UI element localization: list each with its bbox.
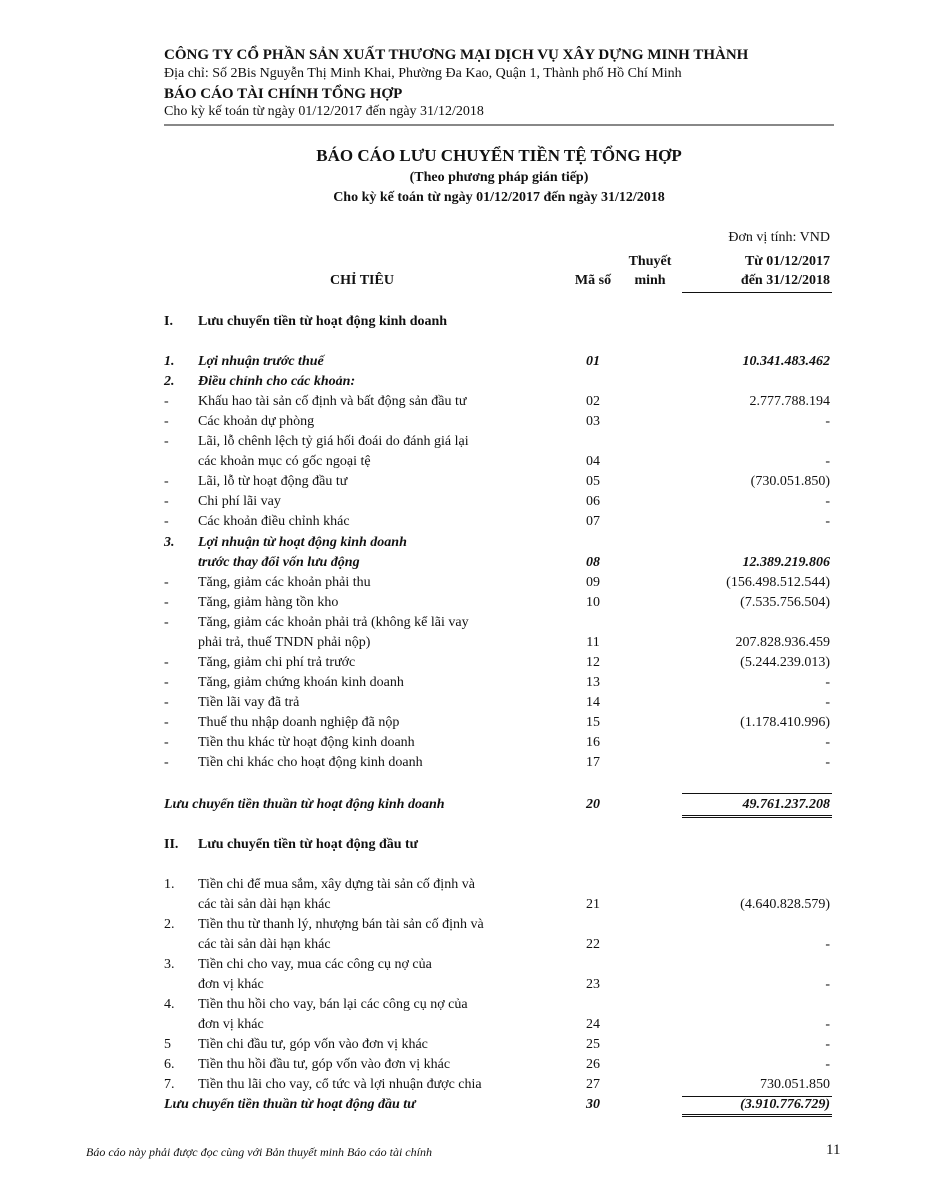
row-label: đơn vị khác bbox=[198, 977, 264, 992]
row-label: Tăng, giảm chi phí trả trước bbox=[198, 655, 356, 670]
row-label: Lưu chuyển tiền thuần từ hoạt động đầu tư bbox=[164, 1097, 416, 1112]
row-amount: - bbox=[825, 414, 830, 429]
column-header-note-line1: Thuyết bbox=[628, 254, 672, 269]
table-row bbox=[164, 593, 834, 613]
row-bullet: 2. bbox=[164, 374, 175, 389]
row-label: Tiền chi cho vay, mua các công cụ nợ của bbox=[198, 957, 432, 972]
table-row bbox=[164, 955, 834, 975]
row-label: phải trả, thuế TNDN phải nộp) bbox=[198, 635, 371, 650]
currency-unit: Đơn vị tính: VND bbox=[728, 230, 830, 245]
row-label: Các khoản dự phòng bbox=[198, 414, 315, 429]
table-row bbox=[164, 975, 834, 995]
row-label: Lãi, lỗ từ hoạt động đầu tư bbox=[198, 474, 348, 489]
row-label: Thuế thu nhập doanh nghiệp đã nộp bbox=[198, 715, 400, 730]
row-label: Lợi nhuận trước thuế bbox=[198, 354, 324, 369]
table-row bbox=[164, 512, 834, 532]
table-row bbox=[164, 472, 834, 492]
row-label: Tăng, giảm các khoản phải thu bbox=[198, 575, 371, 590]
table-row bbox=[164, 573, 834, 593]
table-row bbox=[164, 1095, 834, 1115]
row-code: 01 bbox=[586, 354, 600, 369]
table-row bbox=[164, 753, 834, 773]
row-amount: 10.341.483.462 bbox=[742, 354, 830, 369]
row-bullet: - bbox=[164, 394, 169, 409]
row-label: Tăng, giảm hàng tồn kho bbox=[198, 595, 339, 610]
table-row bbox=[164, 935, 834, 955]
row-bullet: 2. bbox=[164, 917, 175, 932]
row-code: 20 bbox=[586, 797, 600, 812]
page-number: 11 bbox=[826, 1142, 841, 1158]
table-row bbox=[164, 673, 834, 693]
row-code: 02 bbox=[586, 394, 600, 409]
row-bullet: - bbox=[164, 575, 169, 590]
total-double-underline bbox=[682, 815, 832, 818]
table-row bbox=[164, 1015, 834, 1035]
row-amount: - bbox=[825, 1037, 830, 1052]
row-code: 25 bbox=[586, 1037, 600, 1052]
row-amount: 12.389.219.806 bbox=[742, 555, 830, 570]
row-bullet: - bbox=[164, 595, 169, 610]
row-bullet: - bbox=[164, 434, 169, 449]
row-code: 07 bbox=[586, 514, 600, 529]
row-bullet: - bbox=[164, 414, 169, 429]
row-label: Điều chỉnh cho các khoản: bbox=[198, 374, 356, 389]
table-row bbox=[164, 693, 834, 713]
row-label: Tiền lãi vay đã trả bbox=[198, 695, 300, 710]
header-divider bbox=[164, 124, 834, 126]
row-bullet: 6. bbox=[164, 1057, 175, 1072]
row-code: 05 bbox=[586, 474, 600, 489]
row-bullet: - bbox=[164, 715, 169, 730]
table-row bbox=[164, 372, 834, 392]
statement-method: (Theo phương pháp gián tiếp) bbox=[409, 170, 589, 185]
row-amount: (1.178.410.996) bbox=[740, 715, 830, 730]
row-amount: (7.535.756.504) bbox=[740, 595, 830, 610]
row-label: Tăng, giảm các khoản phải trả (không kể lãi vay bbox=[198, 615, 469, 630]
table-row bbox=[164, 412, 834, 432]
table-row bbox=[164, 613, 834, 633]
row-bullet: 7. bbox=[164, 1077, 175, 1092]
row-code: 23 bbox=[586, 977, 600, 992]
row-bullet: 3. bbox=[164, 535, 175, 550]
row-amount: (730.051.850) bbox=[750, 474, 830, 489]
row-code: 21 bbox=[586, 897, 600, 912]
row-code: 09 bbox=[586, 575, 600, 590]
row-amount: - bbox=[825, 755, 830, 770]
row-amount: (156.498.512.544) bbox=[726, 575, 830, 590]
column-header-period-line2: đến 31/12/2018 bbox=[740, 273, 830, 288]
row-amount: - bbox=[825, 735, 830, 750]
statement-title: BÁO CÁO LƯU CHUYỂN TIỀN TỆ TỔNG HỢP bbox=[316, 146, 682, 165]
row-label: Các khoản điều chỉnh khác bbox=[198, 514, 350, 529]
row-bullet: II. bbox=[164, 837, 179, 852]
column-header-underline bbox=[682, 292, 832, 293]
table-row bbox=[164, 352, 834, 372]
row-label: Tiền thu lãi cho vay, cổ tức và lợi nhuận được chia bbox=[198, 1077, 482, 1092]
row-label: Tiền thu hồi đầu tư, góp vốn vào đơn vị khác bbox=[198, 1057, 451, 1072]
row-label: trước thay đổi vốn lưu động bbox=[198, 555, 360, 570]
row-label: Lưu chuyển tiền từ hoạt động đầu tư bbox=[198, 837, 419, 852]
total-overline bbox=[682, 1096, 832, 1097]
table-row bbox=[164, 653, 834, 673]
row-code: 03 bbox=[586, 414, 600, 429]
row-code: 06 bbox=[586, 494, 600, 509]
company-address: Địa chỉ: Số 2Bis Nguyễn Thị Minh Khai, Phường Đa Kao, Quận 1, Thành phố Hồ Chí Minh bbox=[164, 66, 682, 81]
row-label: Tiền chi đầu tư, góp vốn vào đơn vị khác bbox=[198, 1037, 428, 1052]
row-code: 24 bbox=[586, 1017, 600, 1032]
row-bullet: 1. bbox=[164, 877, 175, 892]
row-label: Lãi, lỗ chênh lệch tỷ giá hối đoái do đánh giá lại bbox=[198, 434, 469, 449]
row-amount: - bbox=[825, 937, 830, 952]
row-bullet: 3. bbox=[164, 957, 175, 972]
row-label: Tăng, giảm chứng khoán kinh doanh bbox=[198, 675, 404, 690]
row-label: Chi phí lãi vay bbox=[198, 494, 281, 509]
table-row bbox=[164, 1075, 834, 1095]
statement-period: Cho kỳ kế toán từ ngày 01/12/2017 đến ngày 31/12/2018 bbox=[333, 190, 665, 205]
table-row bbox=[164, 432, 834, 452]
row-bullet: - bbox=[164, 695, 169, 710]
row-amount: - bbox=[825, 977, 830, 992]
column-header-item: CHỈ TIÊU bbox=[330, 273, 394, 288]
row-label: đơn vị khác bbox=[198, 1017, 264, 1032]
row-amount: 2.777.788.194 bbox=[749, 394, 830, 409]
row-amount: - bbox=[825, 675, 830, 690]
row-bullet: 5 bbox=[164, 1037, 171, 1052]
row-code: 30 bbox=[586, 1097, 600, 1112]
table-row bbox=[164, 633, 834, 653]
row-amount: (3.910.776.729) bbox=[740, 1097, 830, 1112]
row-amount: - bbox=[825, 454, 830, 469]
row-code: 08 bbox=[586, 555, 600, 570]
row-code: 22 bbox=[586, 937, 600, 952]
row-label: Tiền chi để mua sắm, xây dựng tài sản cố định và bbox=[198, 877, 475, 892]
table-row bbox=[164, 915, 834, 935]
row-code: 14 bbox=[586, 695, 600, 710]
row-amount: - bbox=[825, 1017, 830, 1032]
column-header-code: Mã số bbox=[574, 273, 612, 288]
row-label: Khấu hao tài sản cố định và bất động sản đầu tư bbox=[198, 394, 467, 409]
row-amount: 49.761.237.208 bbox=[742, 797, 830, 812]
table-row bbox=[164, 452, 834, 472]
row-bullet: I. bbox=[164, 314, 173, 329]
table-row bbox=[164, 533, 834, 553]
row-label: các khoản mục có gốc ngoại tệ bbox=[198, 454, 371, 469]
table-row bbox=[164, 1055, 834, 1075]
footer-note: Báo cáo này phải được đọc cùng với Bản thuyết minh Báo cáo tài chính bbox=[86, 1145, 432, 1159]
row-label: Lợi nhuận từ hoạt động kinh doanh bbox=[198, 535, 407, 550]
table-row bbox=[164, 795, 834, 815]
row-label: Tiền thu khác từ hoạt động kinh doanh bbox=[198, 735, 415, 750]
row-amount: 730.051.850 bbox=[760, 1077, 830, 1092]
row-bullet: 1. bbox=[164, 354, 175, 369]
report-type: BÁO CÁO TÀI CHÍNH TỔNG HỢP bbox=[164, 86, 403, 102]
row-bullet: - bbox=[164, 655, 169, 670]
company-name: CÔNG TY CỔ PHẦN SẢN XUẤT THƯƠNG MẠI DỊCH VỤ XÂY DỰNG MINH THÀNH bbox=[164, 47, 749, 63]
row-amount: 207.828.936.459 bbox=[735, 635, 830, 650]
row-bullet: 4. bbox=[164, 997, 175, 1012]
row-amount: (5.244.239.013) bbox=[740, 655, 830, 670]
column-header-period-line1: Từ 01/12/2017 bbox=[744, 254, 830, 269]
row-code: 15 bbox=[586, 715, 600, 730]
table-row bbox=[164, 835, 834, 855]
row-amount: (4.640.828.579) bbox=[740, 897, 830, 912]
row-code: 10 bbox=[586, 595, 600, 610]
row-label: Tiền thu hồi cho vay, bán lại các công cụ nợ của bbox=[198, 997, 468, 1012]
row-code: 17 bbox=[586, 755, 600, 770]
row-label: Lưu chuyển tiền từ hoạt động kinh doanh bbox=[198, 314, 448, 329]
table-row bbox=[164, 312, 834, 332]
row-bullet: - bbox=[164, 494, 169, 509]
table-row bbox=[164, 875, 834, 895]
row-amount: - bbox=[825, 695, 830, 710]
table-row bbox=[164, 995, 834, 1015]
row-label: Tiền chi khác cho hoạt động kinh doanh bbox=[198, 755, 423, 770]
row-label: Tiền thu từ thanh lý, nhượng bán tài sản cố định và bbox=[198, 917, 484, 932]
row-bullet: - bbox=[164, 615, 169, 630]
row-code: 13 bbox=[586, 675, 600, 690]
row-bullet: - bbox=[164, 675, 169, 690]
row-code: 27 bbox=[586, 1077, 600, 1092]
row-label: Lưu chuyển tiền thuần từ hoạt động kinh doanh bbox=[164, 797, 445, 812]
row-bullet: - bbox=[164, 514, 169, 529]
row-amount: - bbox=[825, 514, 830, 529]
column-header-note-line2: minh bbox=[634, 273, 666, 288]
report-period: Cho kỳ kế toán từ ngày 01/12/2017 đến ngày 31/12/2018 bbox=[164, 104, 484, 119]
row-amount: - bbox=[825, 494, 830, 509]
row-bullet: - bbox=[164, 735, 169, 750]
total-overline bbox=[682, 793, 832, 794]
row-label: các tài sản dài hạn khác bbox=[198, 897, 331, 912]
row-code: 04 bbox=[586, 454, 600, 469]
row-label: các tài sản dài hạn khác bbox=[198, 937, 331, 952]
table-row bbox=[164, 895, 834, 915]
row-code: 26 bbox=[586, 1057, 600, 1072]
table-row bbox=[164, 553, 834, 573]
table-row bbox=[164, 392, 834, 412]
row-code: 16 bbox=[586, 735, 600, 750]
table-row bbox=[164, 733, 834, 753]
row-bullet: - bbox=[164, 474, 169, 489]
row-code: 11 bbox=[586, 635, 600, 650]
table-row bbox=[164, 492, 834, 512]
row-code: 12 bbox=[586, 655, 600, 670]
table-row bbox=[164, 1035, 834, 1055]
table-row bbox=[164, 713, 834, 733]
row-bullet: - bbox=[164, 755, 169, 770]
total-double-underline bbox=[682, 1114, 832, 1117]
row-amount: - bbox=[825, 1057, 830, 1072]
